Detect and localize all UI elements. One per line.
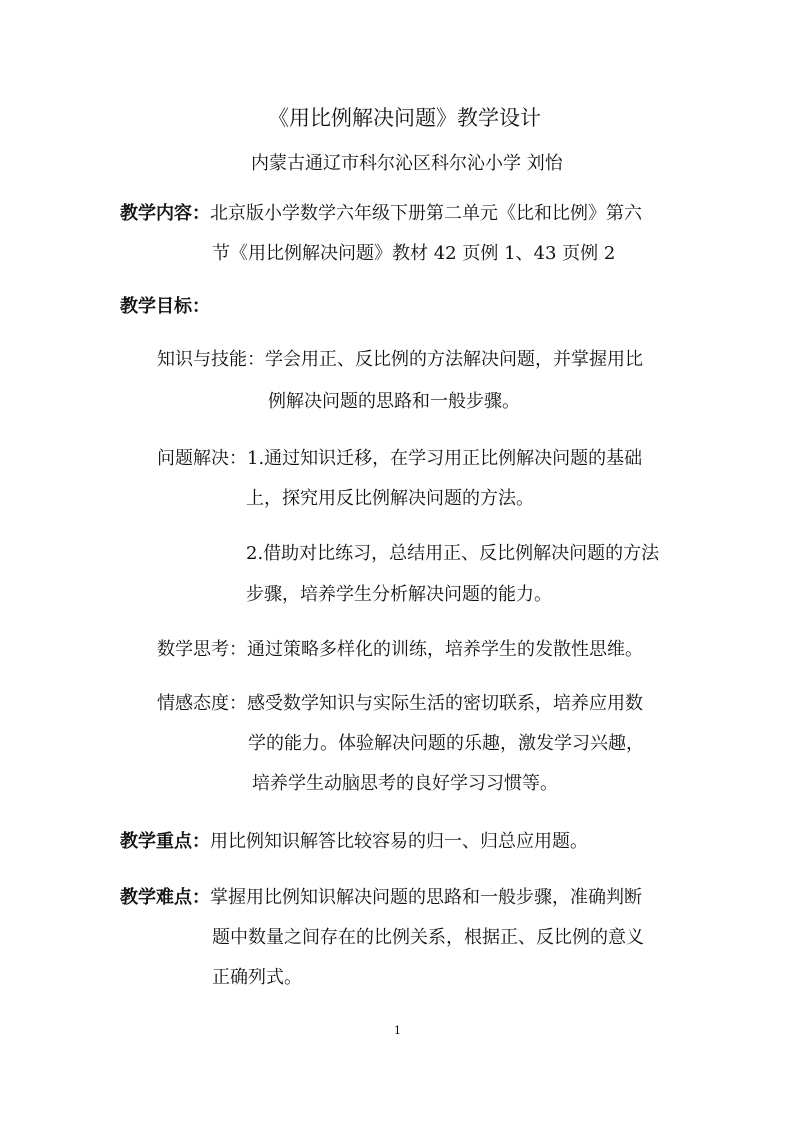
difficulties-label: 教学难点： [120,887,210,908]
difficulties-text-2: 题中数量之间存在的比例关系，根据正、反比例的意义 [212,927,644,948]
problem-solving-line-4: 步骤，培养学生分析解决问题的能力。 [246,584,552,605]
teaching-goals-label: 教学目标： [120,296,210,317]
knowledge-skill-line-2: 例解决问题的思路和一般步骤。 [268,391,520,412]
teaching-content-line-1 [120,202,642,226]
author-line: 内蒙古通辽市科尔沁区科尔沁小学 刘怡 [251,153,563,174]
page-number: 1 [394,1024,401,1037]
difficulties-text-1: 掌握用比例知识解决问题的思路和一般步骤，准确判断 [210,887,642,908]
problem-solving-line-2: 上，探究用反比例解决问题的方法。 [246,488,534,509]
problem-solving-line-3: 2.借助对比练习，总结用正、反比例解决问题的方法 [246,543,660,564]
math-thinking-line: 数学思考：通过策略多样化的训练，培养学生的发散性思维。 [157,639,643,660]
teaching-content-text-1: 北京版小学数学六年级下册第二单元《比和比例》第六 [210,203,642,224]
attitude-line-3: 培养学生动脑思考的良好学习习惯等。 [252,773,558,794]
difficulties-text-3: 正确列式。 [212,967,302,988]
problem-solving-line-1: 问题解决：1.通过知识迁移，在学习用正比例解决问题的基础 [157,448,643,469]
attitude-line-2: 学的能力。体验解决问题的乐趣，激发学习兴趣， [248,733,644,754]
key-points-line [120,830,588,854]
document-title: 《用比例解决问题》教学设计 [268,106,541,130]
teaching-content-label: 教学内容： [120,203,210,224]
attitude-line-1: 情感态度：感受数学知识与实际生活的密切联系，培养应用数 [157,693,643,714]
key-points-label: 教学重点： [120,831,210,852]
difficulties-line-1 [120,886,642,910]
teaching-content-text-2: 节《用比例解决问题》教材 42 页例 1、43 页例 2 [212,243,616,264]
knowledge-skill-line-1: 知识与技能：学会用正、反比例的方法解决问题，并掌握用比 [157,349,643,370]
key-points-text: 用比例知识解答比较容易的归一、归总应用题。 [210,831,588,852]
